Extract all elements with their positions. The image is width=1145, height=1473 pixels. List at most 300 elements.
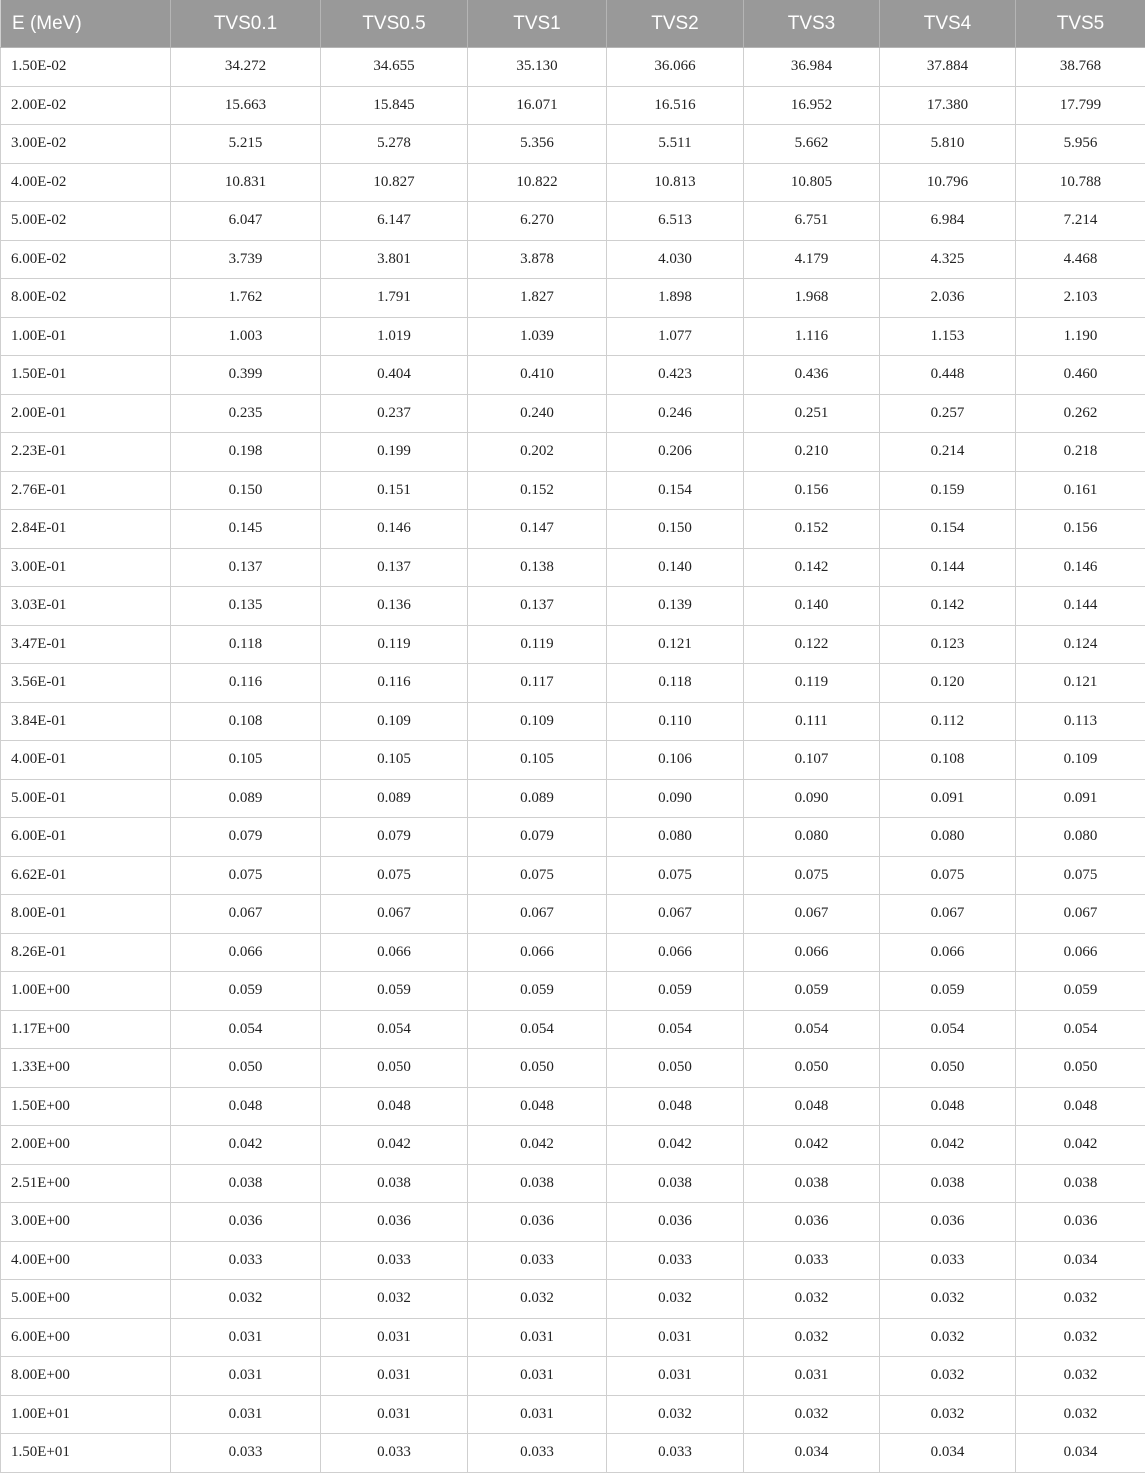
value-cell: 0.090 bbox=[607, 779, 744, 818]
value-cell: 0.066 bbox=[468, 933, 607, 972]
value-cell: 0.031 bbox=[321, 1318, 468, 1357]
energy-cell: 6.62E-01 bbox=[1, 856, 171, 895]
value-cell: 0.031 bbox=[468, 1357, 607, 1396]
value-cell: 0.067 bbox=[607, 895, 744, 934]
table-row bbox=[1, 471, 1145, 510]
value-cell: 0.090 bbox=[744, 779, 880, 818]
table-row bbox=[1, 1280, 1145, 1319]
value-cell: 0.050 bbox=[607, 1049, 744, 1088]
value-cell: 0.246 bbox=[607, 394, 744, 433]
energy-cell: 3.03E-01 bbox=[1, 587, 171, 626]
value-cell: 6.984 bbox=[880, 202, 1016, 241]
value-cell: 0.142 bbox=[880, 587, 1016, 626]
value-cell: 0.032 bbox=[1016, 1280, 1145, 1319]
value-cell: 0.146 bbox=[321, 510, 468, 549]
energy-cell: 2.84E-01 bbox=[1, 510, 171, 549]
value-cell: 15.663 bbox=[171, 86, 321, 125]
value-cell: 3.878 bbox=[468, 240, 607, 279]
value-cell: 0.059 bbox=[1016, 972, 1145, 1011]
column-header-tvs1: TVS1 bbox=[468, 0, 607, 48]
value-cell: 16.516 bbox=[607, 86, 744, 125]
value-cell: 0.079 bbox=[321, 818, 468, 857]
value-cell: 1.968 bbox=[744, 279, 880, 318]
value-cell: 0.150 bbox=[607, 510, 744, 549]
value-cell: 5.356 bbox=[468, 125, 607, 164]
value-cell: 0.032 bbox=[1016, 1357, 1145, 1396]
value-cell: 0.080 bbox=[880, 818, 1016, 857]
value-cell: 0.031 bbox=[607, 1357, 744, 1396]
value-cell: 0.105 bbox=[171, 741, 321, 780]
value-cell: 0.119 bbox=[321, 625, 468, 664]
value-cell: 0.033 bbox=[880, 1241, 1016, 1280]
value-cell: 0.214 bbox=[880, 433, 1016, 472]
table-row bbox=[1, 587, 1145, 626]
value-cell: 0.066 bbox=[744, 933, 880, 972]
value-cell: 0.117 bbox=[468, 664, 607, 703]
table-row bbox=[1, 240, 1145, 279]
value-cell: 0.048 bbox=[607, 1087, 744, 1126]
value-cell: 0.123 bbox=[880, 625, 1016, 664]
energy-cell: 1.50E+01 bbox=[1, 1434, 171, 1473]
value-cell: 0.140 bbox=[607, 548, 744, 587]
value-cell: 0.033 bbox=[607, 1241, 744, 1280]
energy-cell: 1.17E+00 bbox=[1, 1010, 171, 1049]
energy-cell: 8.00E+00 bbox=[1, 1357, 171, 1396]
value-cell: 0.033 bbox=[744, 1241, 880, 1280]
table-row bbox=[1, 86, 1145, 125]
table-row bbox=[1, 1164, 1145, 1203]
value-cell: 0.152 bbox=[468, 471, 607, 510]
value-cell: 0.075 bbox=[880, 856, 1016, 895]
energy-cell: 8.00E-02 bbox=[1, 279, 171, 318]
value-cell: 0.436 bbox=[744, 356, 880, 395]
value-cell: 36.066 bbox=[607, 48, 744, 87]
value-cell: 0.042 bbox=[1016, 1126, 1145, 1165]
table-row bbox=[1, 317, 1145, 356]
value-cell: 1.003 bbox=[171, 317, 321, 356]
value-cell: 0.119 bbox=[468, 625, 607, 664]
energy-cell: 3.00E-02 bbox=[1, 125, 171, 164]
value-cell: 3.801 bbox=[321, 240, 468, 279]
value-cell: 0.091 bbox=[880, 779, 1016, 818]
value-cell: 0.080 bbox=[1016, 818, 1145, 857]
value-cell: 0.059 bbox=[171, 972, 321, 1011]
value-cell: 0.154 bbox=[607, 471, 744, 510]
value-cell: 10.831 bbox=[171, 163, 321, 202]
value-cell: 1.077 bbox=[607, 317, 744, 356]
value-cell: 0.240 bbox=[468, 394, 607, 433]
value-cell: 0.448 bbox=[880, 356, 1016, 395]
value-cell: 0.033 bbox=[171, 1241, 321, 1280]
table-row bbox=[1, 1010, 1145, 1049]
value-cell: 0.036 bbox=[321, 1203, 468, 1242]
value-cell: 0.089 bbox=[321, 779, 468, 818]
value-cell: 0.152 bbox=[744, 510, 880, 549]
value-cell: 0.031 bbox=[171, 1357, 321, 1396]
value-cell: 0.460 bbox=[1016, 356, 1145, 395]
value-cell: 3.739 bbox=[171, 240, 321, 279]
value-cell: 0.031 bbox=[321, 1357, 468, 1396]
value-cell: 5.511 bbox=[607, 125, 744, 164]
value-cell: 0.059 bbox=[744, 972, 880, 1011]
energy-cell: 2.00E-02 bbox=[1, 86, 171, 125]
value-cell: 0.112 bbox=[880, 702, 1016, 741]
value-cell: 0.050 bbox=[744, 1049, 880, 1088]
value-cell: 0.066 bbox=[171, 933, 321, 972]
value-cell: 0.106 bbox=[607, 741, 744, 780]
value-cell: 4.179 bbox=[744, 240, 880, 279]
value-cell: 0.079 bbox=[171, 818, 321, 857]
value-cell: 0.038 bbox=[1016, 1164, 1145, 1203]
value-cell: 0.110 bbox=[607, 702, 744, 741]
value-cell: 0.146 bbox=[1016, 548, 1145, 587]
column-header-tvs0-1: TVS0.1 bbox=[171, 0, 321, 48]
value-cell: 0.075 bbox=[171, 856, 321, 895]
value-cell: 0.109 bbox=[468, 702, 607, 741]
energy-cell: 4.00E+00 bbox=[1, 1241, 171, 1280]
value-cell: 0.054 bbox=[171, 1010, 321, 1049]
value-cell: 0.032 bbox=[880, 1357, 1016, 1396]
column-header-tvs3: TVS3 bbox=[744, 0, 880, 48]
value-cell: 17.380 bbox=[880, 86, 1016, 125]
energy-cell: 5.00E+00 bbox=[1, 1280, 171, 1319]
value-cell: 1.019 bbox=[321, 317, 468, 356]
value-cell: 0.050 bbox=[1016, 1049, 1145, 1088]
value-cell: 0.034 bbox=[744, 1434, 880, 1473]
value-cell: 0.033 bbox=[468, 1434, 607, 1473]
energy-cell: 5.00E-01 bbox=[1, 779, 171, 818]
value-cell: 0.054 bbox=[880, 1010, 1016, 1049]
value-cell: 0.048 bbox=[468, 1087, 607, 1126]
value-cell: 0.210 bbox=[744, 433, 880, 472]
column-header-tvs0-5: TVS0.5 bbox=[321, 0, 468, 48]
value-cell: 0.059 bbox=[880, 972, 1016, 1011]
value-cell: 1.898 bbox=[607, 279, 744, 318]
value-cell: 0.156 bbox=[1016, 510, 1145, 549]
value-cell: 0.075 bbox=[607, 856, 744, 895]
value-cell: 0.032 bbox=[744, 1280, 880, 1319]
value-cell: 0.038 bbox=[744, 1164, 880, 1203]
table-row bbox=[1, 1395, 1145, 1434]
value-cell: 0.159 bbox=[880, 471, 1016, 510]
value-cell: 0.042 bbox=[468, 1126, 607, 1165]
value-cell: 0.108 bbox=[171, 702, 321, 741]
energy-cell: 3.00E+00 bbox=[1, 1203, 171, 1242]
value-cell: 0.154 bbox=[880, 510, 1016, 549]
value-cell: 0.139 bbox=[607, 587, 744, 626]
table-row bbox=[1, 202, 1145, 241]
value-cell: 0.050 bbox=[468, 1049, 607, 1088]
value-cell: 0.036 bbox=[1016, 1203, 1145, 1242]
value-cell: 0.031 bbox=[607, 1318, 744, 1357]
value-cell: 10.822 bbox=[468, 163, 607, 202]
column-header-tvs5: TVS5 bbox=[1016, 0, 1145, 48]
energy-cell: 6.00E+00 bbox=[1, 1318, 171, 1357]
value-cell: 0.032 bbox=[744, 1395, 880, 1434]
value-cell: 0.066 bbox=[607, 933, 744, 972]
value-cell: 0.034 bbox=[1016, 1434, 1145, 1473]
value-cell: 0.033 bbox=[468, 1241, 607, 1280]
value-cell: 0.145 bbox=[171, 510, 321, 549]
table-row bbox=[1, 972, 1145, 1011]
value-cell: 0.066 bbox=[1016, 933, 1145, 972]
value-cell: 0.054 bbox=[607, 1010, 744, 1049]
value-cell: 0.142 bbox=[744, 548, 880, 587]
energy-cell: 6.00E-02 bbox=[1, 240, 171, 279]
column-header-tvs4: TVS4 bbox=[880, 0, 1016, 48]
value-cell: 0.066 bbox=[321, 933, 468, 972]
value-cell: 0.032 bbox=[880, 1318, 1016, 1357]
value-cell: 0.067 bbox=[171, 895, 321, 934]
energy-cell: 4.00E-02 bbox=[1, 163, 171, 202]
value-cell: 0.032 bbox=[468, 1280, 607, 1319]
value-cell: 1.827 bbox=[468, 279, 607, 318]
table-row bbox=[1, 394, 1145, 433]
value-cell: 0.202 bbox=[468, 433, 607, 472]
value-cell: 0.135 bbox=[171, 587, 321, 626]
value-cell: 0.036 bbox=[171, 1203, 321, 1242]
value-cell: 0.059 bbox=[607, 972, 744, 1011]
value-cell: 0.054 bbox=[744, 1010, 880, 1049]
energy-cell: 3.47E-01 bbox=[1, 625, 171, 664]
energy-cell: 3.56E-01 bbox=[1, 664, 171, 703]
value-cell: 0.033 bbox=[171, 1434, 321, 1473]
value-cell: 0.048 bbox=[171, 1087, 321, 1126]
value-cell: 0.136 bbox=[321, 587, 468, 626]
header-row bbox=[1, 0, 1145, 48]
value-cell: 0.036 bbox=[607, 1203, 744, 1242]
table-row bbox=[1, 625, 1145, 664]
value-cell: 6.513 bbox=[607, 202, 744, 241]
value-cell: 0.048 bbox=[1016, 1087, 1145, 1126]
energy-cell: 1.50E+00 bbox=[1, 1087, 171, 1126]
value-cell: 0.144 bbox=[1016, 587, 1145, 626]
value-cell: 0.122 bbox=[744, 625, 880, 664]
value-cell: 0.121 bbox=[1016, 664, 1145, 703]
value-cell: 10.796 bbox=[880, 163, 1016, 202]
value-cell: 0.033 bbox=[607, 1434, 744, 1473]
value-cell: 0.108 bbox=[880, 741, 1016, 780]
value-cell: 0.237 bbox=[321, 394, 468, 433]
value-cell: 0.050 bbox=[880, 1049, 1016, 1088]
value-cell: 0.138 bbox=[468, 548, 607, 587]
value-cell: 0.107 bbox=[744, 741, 880, 780]
energy-cell: 1.00E+00 bbox=[1, 972, 171, 1011]
value-cell: 0.032 bbox=[1016, 1395, 1145, 1434]
table-row bbox=[1, 356, 1145, 395]
value-cell: 0.109 bbox=[1016, 741, 1145, 780]
value-cell: 0.120 bbox=[880, 664, 1016, 703]
value-cell: 0.111 bbox=[744, 702, 880, 741]
value-cell: 0.089 bbox=[468, 779, 607, 818]
value-cell: 1.116 bbox=[744, 317, 880, 356]
value-cell: 0.140 bbox=[744, 587, 880, 626]
value-cell: 1.762 bbox=[171, 279, 321, 318]
value-cell: 0.066 bbox=[880, 933, 1016, 972]
value-cell: 0.042 bbox=[880, 1126, 1016, 1165]
value-cell: 0.067 bbox=[744, 895, 880, 934]
value-cell: 0.036 bbox=[744, 1203, 880, 1242]
value-cell: 7.214 bbox=[1016, 202, 1145, 241]
value-cell: 0.079 bbox=[468, 818, 607, 857]
value-cell: 0.251 bbox=[744, 394, 880, 433]
table-row bbox=[1, 1126, 1145, 1165]
energy-cell: 1.50E-01 bbox=[1, 356, 171, 395]
value-cell: 0.038 bbox=[880, 1164, 1016, 1203]
table-row bbox=[1, 1357, 1145, 1396]
value-cell: 0.075 bbox=[1016, 856, 1145, 895]
value-cell: 0.119 bbox=[744, 664, 880, 703]
energy-cell: 4.00E-01 bbox=[1, 741, 171, 780]
value-cell: 0.032 bbox=[744, 1318, 880, 1357]
value-cell: 2.103 bbox=[1016, 279, 1145, 318]
table-body bbox=[1, 48, 1145, 1473]
energy-cell: 2.76E-01 bbox=[1, 471, 171, 510]
value-cell: 16.071 bbox=[468, 86, 607, 125]
value-cell: 0.423 bbox=[607, 356, 744, 395]
value-cell: 10.813 bbox=[607, 163, 744, 202]
table-row bbox=[1, 895, 1145, 934]
value-cell: 38.768 bbox=[1016, 48, 1145, 87]
value-cell: 2.036 bbox=[880, 279, 1016, 318]
value-cell: 0.150 bbox=[171, 471, 321, 510]
value-cell: 0.032 bbox=[1016, 1318, 1145, 1357]
value-cell: 15.845 bbox=[321, 86, 468, 125]
value-cell: 0.067 bbox=[880, 895, 1016, 934]
energy-cell: 1.00E+01 bbox=[1, 1395, 171, 1434]
value-cell: 0.137 bbox=[171, 548, 321, 587]
value-cell: 0.050 bbox=[321, 1049, 468, 1088]
table-row bbox=[1, 1049, 1145, 1088]
table-row bbox=[1, 856, 1145, 895]
value-cell: 5.215 bbox=[171, 125, 321, 164]
value-cell: 0.031 bbox=[171, 1395, 321, 1434]
value-cell: 0.404 bbox=[321, 356, 468, 395]
value-cell: 0.124 bbox=[1016, 625, 1145, 664]
table-row bbox=[1, 818, 1145, 857]
table-row bbox=[1, 125, 1145, 164]
value-cell: 0.036 bbox=[468, 1203, 607, 1242]
value-cell: 0.038 bbox=[607, 1164, 744, 1203]
value-cell: 0.080 bbox=[607, 818, 744, 857]
value-cell: 0.105 bbox=[468, 741, 607, 780]
value-cell: 34.272 bbox=[171, 48, 321, 87]
value-cell: 4.468 bbox=[1016, 240, 1145, 279]
value-cell: 35.130 bbox=[468, 48, 607, 87]
value-cell: 6.147 bbox=[321, 202, 468, 241]
value-cell: 0.161 bbox=[1016, 471, 1145, 510]
value-cell: 0.048 bbox=[880, 1087, 1016, 1126]
value-cell: 0.059 bbox=[468, 972, 607, 1011]
value-cell: 0.050 bbox=[171, 1049, 321, 1088]
value-cell: 0.048 bbox=[321, 1087, 468, 1126]
value-cell: 0.235 bbox=[171, 394, 321, 433]
value-cell: 0.118 bbox=[607, 664, 744, 703]
value-cell: 0.059 bbox=[321, 972, 468, 1011]
value-cell: 1.153 bbox=[880, 317, 1016, 356]
value-cell: 0.038 bbox=[468, 1164, 607, 1203]
value-cell: 0.031 bbox=[321, 1395, 468, 1434]
energy-cell: 2.00E+00 bbox=[1, 1126, 171, 1165]
column-header-energy: E (MeV) bbox=[1, 0, 171, 48]
value-cell: 6.270 bbox=[468, 202, 607, 241]
value-cell: 0.199 bbox=[321, 433, 468, 472]
table-row bbox=[1, 548, 1145, 587]
value-cell: 0.031 bbox=[468, 1395, 607, 1434]
value-cell: 34.655 bbox=[321, 48, 468, 87]
value-cell: 5.278 bbox=[321, 125, 468, 164]
energy-cell: 1.33E+00 bbox=[1, 1049, 171, 1088]
table-row bbox=[1, 1434, 1145, 1473]
value-cell: 0.032 bbox=[607, 1280, 744, 1319]
table-row bbox=[1, 664, 1145, 703]
value-cell: 0.042 bbox=[744, 1126, 880, 1165]
table-row bbox=[1, 1241, 1145, 1280]
value-cell: 0.031 bbox=[744, 1357, 880, 1396]
value-cell: 10.788 bbox=[1016, 163, 1145, 202]
value-cell: 0.031 bbox=[171, 1318, 321, 1357]
table-row bbox=[1, 48, 1145, 87]
value-cell: 0.031 bbox=[468, 1318, 607, 1357]
table-row bbox=[1, 1203, 1145, 1242]
value-cell: 0.042 bbox=[607, 1126, 744, 1165]
value-cell: 0.410 bbox=[468, 356, 607, 395]
table-row bbox=[1, 779, 1145, 818]
value-cell: 5.662 bbox=[744, 125, 880, 164]
value-cell: 37.884 bbox=[880, 48, 1016, 87]
value-cell: 0.113 bbox=[1016, 702, 1145, 741]
table-row bbox=[1, 933, 1145, 972]
value-cell: 0.034 bbox=[1016, 1241, 1145, 1280]
energy-cell: 3.00E-01 bbox=[1, 548, 171, 587]
table-row bbox=[1, 1087, 1145, 1126]
value-cell: 0.032 bbox=[321, 1280, 468, 1319]
value-cell: 16.952 bbox=[744, 86, 880, 125]
value-cell: 0.151 bbox=[321, 471, 468, 510]
value-cell: 0.036 bbox=[880, 1203, 1016, 1242]
value-cell: 0.218 bbox=[1016, 433, 1145, 472]
value-cell: 0.042 bbox=[321, 1126, 468, 1165]
value-cell: 0.042 bbox=[171, 1126, 321, 1165]
value-cell: 10.827 bbox=[321, 163, 468, 202]
value-cell: 0.033 bbox=[321, 1241, 468, 1280]
value-cell: 0.091 bbox=[1016, 779, 1145, 818]
value-cell: 0.048 bbox=[744, 1087, 880, 1126]
value-cell: 0.075 bbox=[744, 856, 880, 895]
value-cell: 0.105 bbox=[321, 741, 468, 780]
energy-cell: 3.84E-01 bbox=[1, 702, 171, 741]
value-cell: 0.116 bbox=[321, 664, 468, 703]
value-cell: 0.116 bbox=[171, 664, 321, 703]
energy-cell: 5.00E-02 bbox=[1, 202, 171, 241]
value-cell: 0.038 bbox=[321, 1164, 468, 1203]
table-row bbox=[1, 433, 1145, 472]
value-cell: 0.032 bbox=[607, 1395, 744, 1434]
value-cell: 0.054 bbox=[321, 1010, 468, 1049]
value-cell: 0.137 bbox=[321, 548, 468, 587]
table-row bbox=[1, 163, 1145, 202]
value-cell: 0.032 bbox=[880, 1395, 1016, 1434]
value-cell: 0.034 bbox=[880, 1434, 1016, 1473]
value-cell: 0.109 bbox=[321, 702, 468, 741]
energy-cell: 6.00E-01 bbox=[1, 818, 171, 857]
value-cell: 0.144 bbox=[880, 548, 1016, 587]
table-row bbox=[1, 510, 1145, 549]
value-cell: 0.147 bbox=[468, 510, 607, 549]
energy-cell: 1.50E-02 bbox=[1, 48, 171, 87]
value-cell: 0.032 bbox=[880, 1280, 1016, 1319]
value-cell: 0.399 bbox=[171, 356, 321, 395]
